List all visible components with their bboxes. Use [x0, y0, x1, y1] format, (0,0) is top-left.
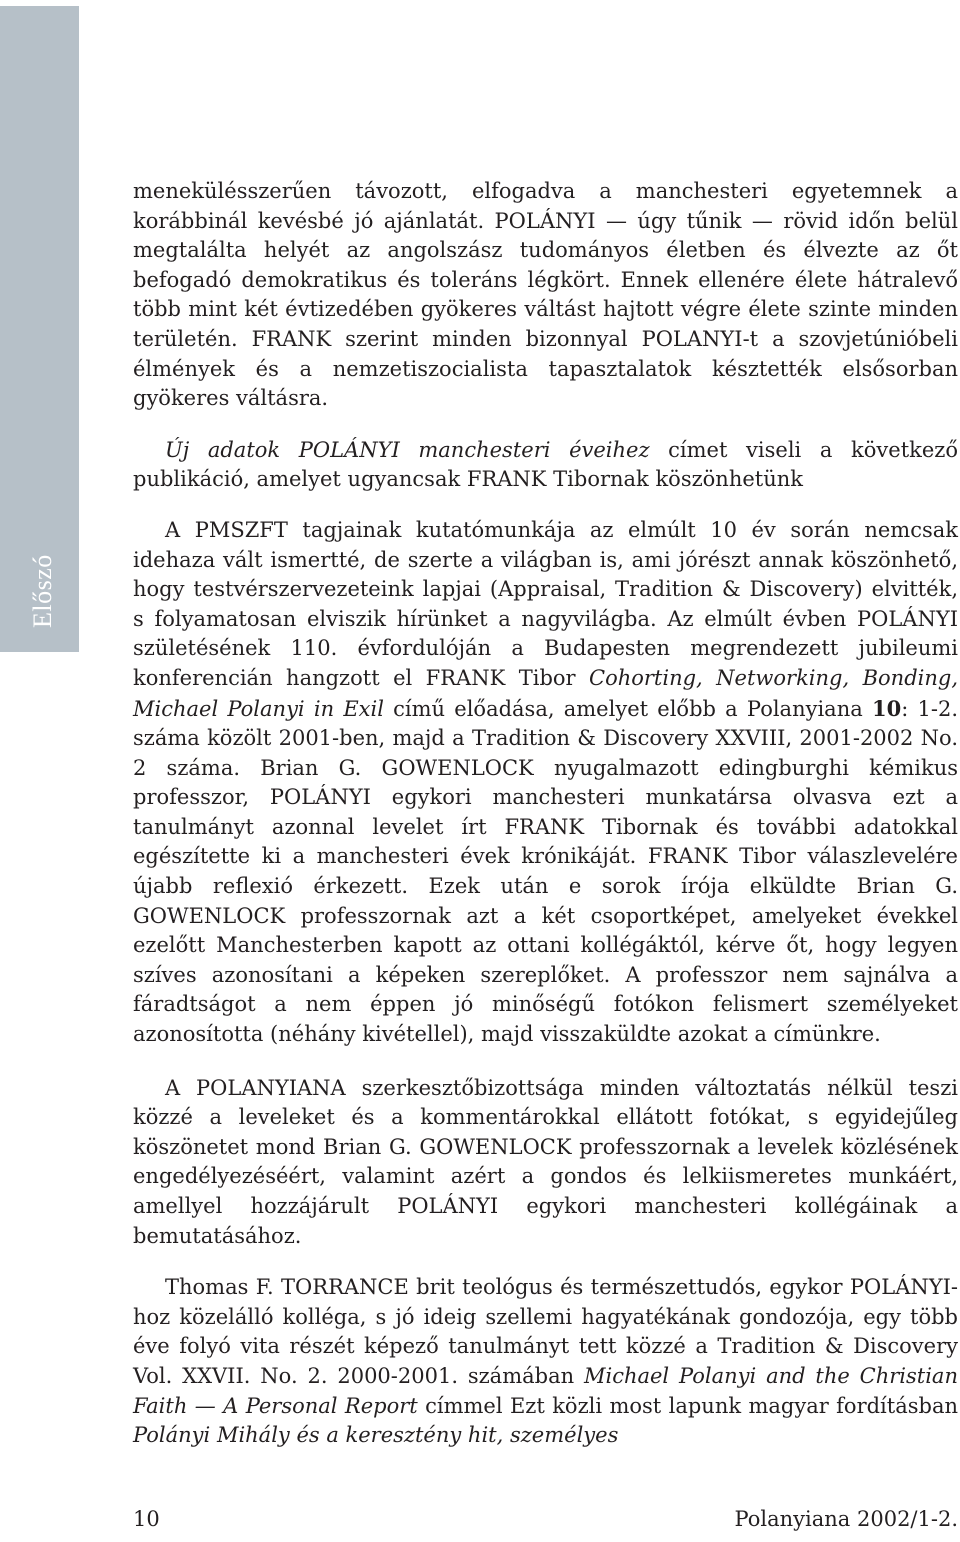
paragraph-5	[133, 1273, 958, 1451]
section-tab-label: Előszó	[28, 554, 57, 628]
journal-issue: Polanyiana 2002/1-2.	[734, 1507, 958, 1531]
publication-title: Új adatok POLÁNYI manchesteri éveihez	[165, 437, 650, 462]
paragraph-3	[133, 516, 958, 1050]
article-body	[133, 177, 958, 1451]
paragraph-4: A POLANYIANA szerkesztőbizottsága minden változtatás nélkül teszi közzé a leveleket és a kommentárokkal ellátott fotókat, s egyidejűleg köszönetet mond Brian G. GOWENLOCK professzornak a levelek közlésének engedélyezéséért, valamint azért a gondos és lelkiismeretes munkáért, amellyel hozzájárult POLÁNYI egykori manchesteri kollégáinak a bemutatásához.	[133, 1075, 958, 1248]
paragraph-5-part-a: Thomas F. TORRANCE brit teológus és természettudós, egykor POLÁNYI-hoz közelálló kolléga, s jó ideig szellemi hagyatékának gondozója, egy több éve folyó vita részét képező tanulmányt tett közzé a Tradition & Discovery Vol. XXVII. No. 2. 2000-2001. számában	[133, 1275, 958, 1388]
volume-number: 10	[871, 695, 902, 721]
page-footer	[133, 1507, 958, 1531]
paragraph-3-part-a: A PMSZFT tagjainak kutatómunkája az elmúlt 10 év során nemcsak idehaza vált ismertté, de szerte a világban is, ami jórészt annak köszönhető, hogy testvérszervezeteink lapjai (Appraisal, Tradition & Discovery) elvitték, s folyamatosan elviszik hírünket a nagyvilágba. Az elmúlt évben POLÁNYI születésének 110. évfordulóján a Budapesten megrendezett jubileumi konferencián hangzott el FRANK Tibor	[133, 517, 958, 690]
paragraph-2	[133, 436, 958, 495]
article-title-hungarian: Polányi Mihály és a keresztény hit, személyes	[133, 1423, 619, 1448]
paragraph-2-text: címet viseli a következő publikáció, amelyet ugyancsak FRANK Tibornak köszönhetünk	[133, 437, 958, 492]
paragraph-5-part-b: címmel Ezt közli most lapunk magyar fordításban	[417, 1393, 958, 1418]
paragraph-3-part-c: : 1-2. száma közölt 2001-ben, majd a Tradition & Discovery XXVIII, 2001-2002 No. 2 száma. Brian G. GOWENLOCK nyugalmazott edingburghi kémikus professzor, POLÁNYI egykori manchesteri munkatársa olvasva ezt a tanulmányt azonnal levelet írt FRANK Tibornak és további adatokkal egészítette ki a manchesteri évek krónikáját. FRANK Tibor válaszlevelére újabb reflexió érkezett. Ezek után e sorok írója elküldte Brian G. GOWENLOCK professzornak azt a két csoportképet, amelyeket évekkel ezelőtt Manchesterben kapott az ottani kollégáktól, kérve őt, hogy legyen szíves azonosítani a képeken szereplőket. A professzor nem sajnálva a fáradtságot a nem éppen jó minőségű fotókon felismert személyeket azonosította (néhány kivétellel), majd visszaküldte azokat a címünkre.	[133, 696, 958, 1047]
page-number: 10	[133, 1507, 160, 1531]
lecture-title: Cohorting, Networking, Bonding, Michael Polanyi in Exil	[133, 665, 958, 721]
paragraph-1: menekülésszerűen távozott, elfogadva a manchesteri egyetemnek a korábbinál kevésbé jó ajánlatát. POLÁNYI — úgy tűnik — rövid időn belül megtalálta helyét az angolszász tudományos életben és élvezte az őt befogadó demokratikus és toleráns légkört. Ennek ellenére élete hátralevő több mint két évtizedében gyökeres váltást hajtott végre élete szinte minden területén. FRANK szerint minden bizonnyal POLANYI-t a szovjetúnióbeli élmények és a nemzetiszocialista tapasztalatok késztették elsősorban gyökeres váltásra.	[133, 179, 958, 411]
article-title-english: Michael Polanyi and the Christian Faith — A Personal Report	[133, 1363, 958, 1418]
paragraph-3-part-b: című előadása, amelyet előbb a Polanyiana	[383, 696, 872, 721]
